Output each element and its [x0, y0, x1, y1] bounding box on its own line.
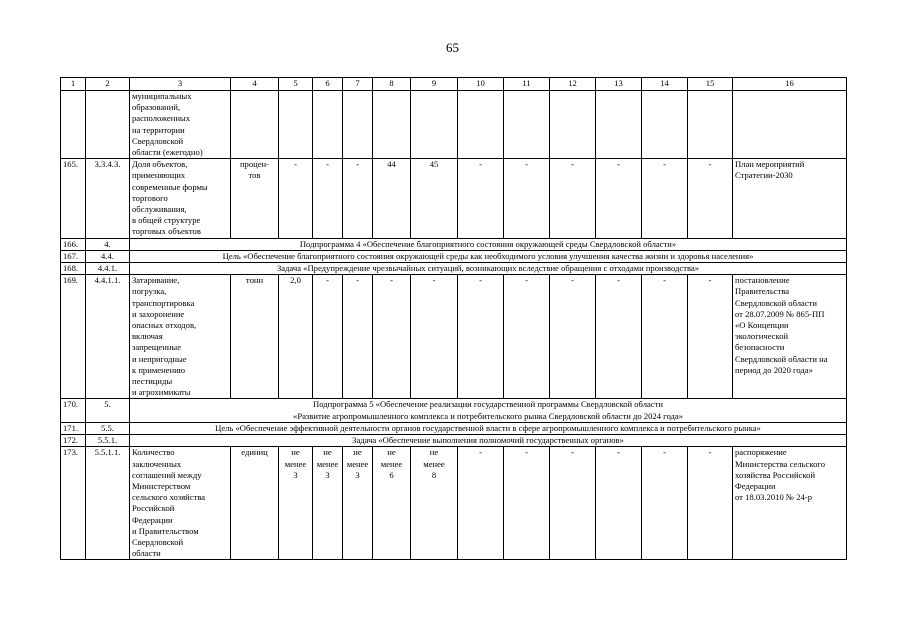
cell-text: 45 [429, 159, 439, 170]
table-row [61, 238, 847, 250]
table-row [61, 263, 847, 275]
column-header: 12 [550, 78, 596, 91]
cell-text: План мероприятий Стратегии-2030 [735, 159, 805, 181]
row-code-cell: 4.4.1. [86, 263, 130, 275]
value-cell [411, 159, 458, 238]
column-header: 16 [733, 78, 847, 91]
value-cell [642, 159, 688, 238]
value-cell [313, 275, 343, 399]
indicator-name-cell [130, 447, 231, 560]
cell-text: - [571, 159, 574, 170]
cell-text: - [479, 447, 482, 458]
empty-cell [313, 91, 343, 159]
empty-cell [343, 91, 373, 159]
row-code-cell: 5.5.1. [86, 435, 130, 447]
column-header: 9 [411, 78, 458, 91]
value-cell [411, 275, 458, 399]
value-cell [279, 159, 313, 238]
cell-text: 44 [387, 159, 396, 170]
indicators-table [60, 77, 847, 560]
value-cell [313, 159, 343, 238]
cell-text: не менее 3 [316, 447, 339, 480]
value-cell [458, 159, 504, 238]
cell-text: Цель «Обеспечение благоприятного состояния окружающей среды как необходимого условия улучшения качества жизни и здоровья населения» [222, 250, 754, 261]
table-row [61, 159, 847, 238]
value-cell [550, 275, 596, 399]
value-cell [596, 447, 642, 560]
empty-cell [411, 91, 458, 159]
cell-text: - [617, 159, 620, 170]
value-cell [596, 275, 642, 399]
cell-text: Количество заключенных соглашений между Министерством сельского хозяйства Российской Федерации и Правительством Свердловской области [132, 447, 206, 559]
cell-text: - [390, 275, 393, 286]
column-header: 3 [130, 78, 231, 91]
column-header: 7 [343, 78, 373, 91]
cell-text: - [525, 275, 528, 286]
value-cell [688, 159, 733, 238]
cell-text: - [617, 447, 620, 458]
value-cell [504, 275, 550, 399]
empty-cell [279, 91, 313, 159]
cell-text: - [356, 275, 359, 286]
unit-cell [231, 159, 279, 238]
value-cell [373, 447, 411, 560]
column-header: 6 [313, 78, 343, 91]
row-code-cell: 3.3.4.3. [86, 159, 130, 238]
column-header: 11 [504, 78, 550, 91]
value-cell [550, 447, 596, 560]
column-header: 1 [61, 78, 86, 91]
row-number-cell: 171. [61, 422, 86, 434]
cell-text: - [432, 275, 436, 286]
value-cell [373, 159, 411, 238]
section-heading-cell [130, 399, 847, 422]
section-heading-cell [130, 435, 847, 447]
empty-cell [504, 91, 550, 159]
empty-cell [642, 91, 688, 159]
empty-cell [373, 91, 411, 159]
unit-cell [231, 275, 279, 399]
cell-text: не менее 3 [284, 447, 307, 480]
value-cell [550, 159, 596, 238]
value-cell [688, 275, 733, 399]
row-number-cell: 165. [61, 159, 86, 238]
cell-text: - [708, 447, 712, 458]
cell-text: Задача «Обеспечение выполнения полномочий государственных органов» [352, 435, 624, 446]
source-cell [733, 275, 847, 399]
value-cell [504, 159, 550, 238]
cell-text: - [326, 275, 329, 286]
cell-text: постановление Правительства Свердловской области от 28.07.2009 № 865-ПП «О Концепции экологической безопасности Свердловской области на период до 2020 года» [735, 275, 828, 375]
cell-text: - [479, 275, 482, 286]
cell-text: - [525, 447, 528, 458]
empty-cell [231, 91, 279, 159]
row-code-cell: 5.5. [86, 422, 130, 434]
cell-text: - [326, 159, 329, 170]
cell-text: - [479, 159, 482, 170]
cell-text: - [356, 159, 359, 170]
empty-cell [550, 91, 596, 159]
cell-text: процен- тов [239, 159, 270, 181]
indicator-name-cell [130, 159, 231, 238]
row-code-cell: 5.5.1.1. [86, 447, 130, 560]
row-code-cell: 4. [86, 238, 130, 250]
empty-cell [688, 91, 733, 159]
value-cell [343, 159, 373, 238]
column-header: 8 [373, 78, 411, 91]
section-heading-cell [130, 238, 847, 250]
page-number: 65 [446, 40, 459, 55]
cell-text: - [571, 275, 574, 286]
row-number-cell: 168. [61, 263, 86, 275]
column-header: 14 [642, 78, 688, 91]
value-cell [688, 447, 733, 560]
cell-text: не менее 6 [380, 447, 403, 480]
cell-text: Доля объектов, применяющих современные формы торгового обслуживания, в общей структуре торговых объектов [132, 159, 208, 237]
source-cell [733, 447, 847, 560]
value-cell [642, 275, 688, 399]
column-header: 15 [688, 78, 733, 91]
cell-text: - [708, 159, 712, 170]
row-code-cell: 4.4.1.1. [86, 275, 130, 399]
row-code-cell: 4.4. [86, 250, 130, 262]
cell-text: Цель «Обеспечение эффективной деятельности органов государственной власти в сфере агропромышленного комплекса и потребительского рынка» [215, 422, 761, 433]
value-cell [279, 275, 313, 399]
cell-text: Подпрограмма 5 «Обеспечение реализации государственной программы Свердловской области «Развитие агропромышленного комплекса и потребительского рынка Свердловской области до 2024 года» [293, 399, 683, 421]
table-row [61, 422, 847, 434]
indicator-name-cell [130, 275, 231, 399]
column-header: 4 [231, 78, 279, 91]
cell-text: распоряжение Министерства сельского хозяйства Российской Федерации от 18.03.2010 № 24-р [735, 447, 825, 503]
value-cell [596, 159, 642, 238]
value-cell [279, 447, 313, 560]
cell-text: муниципальных образований, расположенных на территории Свердловской области (ежегодно) [132, 91, 203, 158]
cell-text: - [663, 447, 666, 458]
value-cell [313, 447, 343, 560]
cell-text: - [708, 275, 712, 286]
row-number-cell: 169. [61, 275, 86, 399]
row-number-cell: 167. [61, 250, 86, 262]
empty-cell [596, 91, 642, 159]
cell-text: тонн [245, 275, 264, 286]
cell-text: единиц [241, 447, 268, 458]
table-row [61, 399, 847, 422]
table-row [61, 275, 847, 399]
table-row [61, 250, 847, 262]
cell-text: - [294, 159, 297, 170]
table-row [61, 447, 847, 560]
cell-text: Затаривание, погрузка, транспортировка и захоронение опасных отходов, включая запрещенные и непригодные к применению пестициды и агрохимикаты [132, 275, 197, 398]
value-cell [411, 447, 458, 560]
cell-text: Задача «Предупреждение чрезвычайных ситуаций, возникающих вследствие обращения с отходами производства» [276, 263, 700, 274]
cell-text: не менее 8 [423, 447, 445, 480]
column-header: 5 [279, 78, 313, 91]
cell-text: - [663, 159, 666, 170]
section-heading-cell [130, 250, 847, 262]
row-code-cell [86, 91, 130, 159]
value-cell [373, 275, 411, 399]
column-header: 2 [86, 78, 130, 91]
empty-cell [733, 91, 847, 159]
indicator-name-cell [130, 91, 231, 159]
cell-text: не менее 3 [346, 447, 369, 480]
empty-cell [458, 91, 504, 159]
cell-text: Подпрограмма 4 «Обеспечение благоприятного состояния окружающей среды Свердловской области» [299, 238, 677, 249]
cell-text: - [571, 447, 574, 458]
row-code-cell: 5. [86, 399, 130, 422]
column-header-row [61, 78, 847, 91]
cell-text: 2,0 [290, 275, 301, 286]
value-cell [504, 447, 550, 560]
source-cell [733, 159, 847, 238]
section-heading-cell [130, 422, 847, 434]
cell-text: - [663, 275, 666, 286]
row-number-cell [61, 91, 86, 159]
cell-text: - [525, 159, 528, 170]
value-cell [343, 447, 373, 560]
table-row [61, 435, 847, 447]
row-number-cell: 172. [61, 435, 86, 447]
section-heading-cell [130, 263, 847, 275]
value-cell [642, 447, 688, 560]
value-cell [343, 275, 373, 399]
row-number-cell: 170. [61, 399, 86, 422]
column-header: 13 [596, 78, 642, 91]
value-cell [458, 447, 504, 560]
table-row [61, 91, 847, 159]
row-number-cell: 166. [61, 238, 86, 250]
row-number-cell: 173. [61, 447, 86, 560]
unit-cell [231, 447, 279, 560]
value-cell [458, 275, 504, 399]
column-header: 10 [458, 78, 504, 91]
cell-text: - [617, 275, 620, 286]
